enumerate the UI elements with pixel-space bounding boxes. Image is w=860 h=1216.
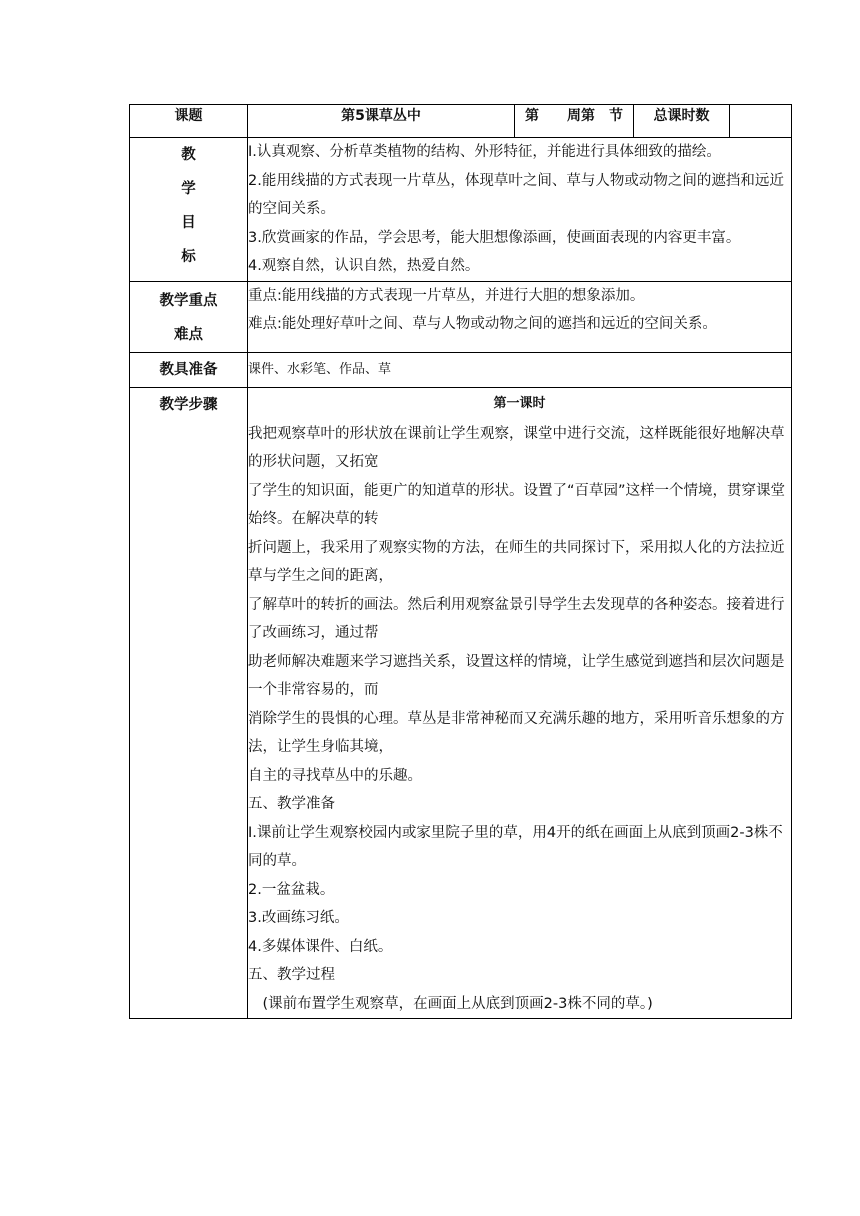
section-heading: 五、教学过程 [248, 967, 335, 983]
week-section: 第 周第 节 [515, 105, 634, 138]
objective-item: 3.欣赏画家的作品，学会思考，能大胆想像添画，使画面表现的内容更丰富。 [248, 229, 741, 246]
key-points-row [130, 281, 792, 352]
section-heading: 五、教学准备 [248, 796, 335, 812]
objectives-label-char: 标 [181, 249, 196, 265]
key-points-label [130, 281, 248, 352]
steps-row [130, 387, 792, 1019]
step-paragraph: 我把观察草叶的形状放在课前让学生观察，课堂中进行交流，这样既能很好地解决草的形状问题，又拓宽 [248, 425, 785, 470]
objective-item: 2.能用线描的方式表现一片草丛，体现草叶之间、草与人物或动物之间的遮挡和远近的空间关系。 [248, 172, 784, 217]
lesson-plan-table [129, 104, 792, 1019]
objectives-label [130, 138, 248, 282]
objective-item: I.认真观察、分析草类植物的结构、外形特征，并能进行具体细致的描绘。 [248, 144, 721, 160]
topic-title: 第5课草丛中 [248, 105, 515, 138]
step-paragraph: 了学生的知识面，能更广的知道草的形状。设置了“百草园”这样一个情境，贯穿课堂始终。在解决草的转 [248, 482, 786, 527]
objectives-label-char: 学 [181, 181, 196, 197]
key-points-content [248, 281, 792, 352]
objectives-label-char: 教 [181, 147, 196, 163]
materials-label: 教具准备 [130, 352, 248, 387]
step-paragraph: 4.多媒体课件、白纸。 [248, 938, 393, 955]
objectives-row [130, 138, 792, 282]
materials-row [130, 352, 792, 387]
step-paragraph: 自主的寻找草丛中的乐趣。 [248, 767, 422, 784]
step-paragraph: (课前布置学生观察草，在画面上从底到顶画2-3株不同的草。) [248, 995, 653, 1012]
step-paragraph: I.课前让学生观察校园内或家里院子里的草，用4开的纸在画面上从底到顶画2-3株不同的草。 [248, 824, 783, 869]
step-paragraph: 消除学生的畏惧的心理。草丛是非常神秘而又充满乐趣的地方，采用听音乐想象的方法，让学生身临其境， [248, 710, 785, 755]
session-title: 第一课时 [493, 395, 546, 411]
step-paragraph: 3.改画练习纸。 [248, 910, 349, 926]
topic-label: 课题 [130, 105, 248, 138]
step-paragraph: 折问题上，我采用了观察实物的方法，在师生的共同探讨下，采用拟人化的方法拉近草与学生之间的距离， [248, 539, 785, 584]
difficulty-text: 难点:能处理好草叶之间、草与人物或动物之间的遮挡和远近的空间关系。 [248, 316, 717, 332]
materials-text: 课件、水彩笔、作品、草 [248, 352, 792, 387]
step-paragraph: 助老师解决难题来学习遮挡关系，设置这样的情境，让学生感觉到遮挡和层次问题是一个非常容易的，而 [248, 653, 785, 698]
header-row [130, 105, 792, 138]
total-hours-label: 总课时数 [634, 105, 730, 138]
objectives-label-char: 目 [181, 215, 196, 231]
key-points-label-line1: 教学重点 [159, 292, 218, 309]
total-hours-value [730, 105, 792, 138]
steps-label: 教学步骤 [130, 387, 248, 1019]
step-paragraph: 2.一盆盆栽。 [248, 881, 335, 898]
key-point-text: 重点:能用线描的方式表现一片草丛，并进行大胆的想象添加。 [248, 287, 645, 304]
step-paragraph: 了解草叶的转折的画法。然后利用观察盆景引导学生去发现草的各种姿态。接着进行了改画练习，通过帮 [248, 596, 785, 641]
objective-item: 4.观察自然，认识自然，热爱自然。 [248, 258, 480, 274]
key-points-label-line2: 难点 [174, 326, 203, 343]
steps-content [248, 387, 792, 1019]
objectives-content [248, 138, 792, 282]
